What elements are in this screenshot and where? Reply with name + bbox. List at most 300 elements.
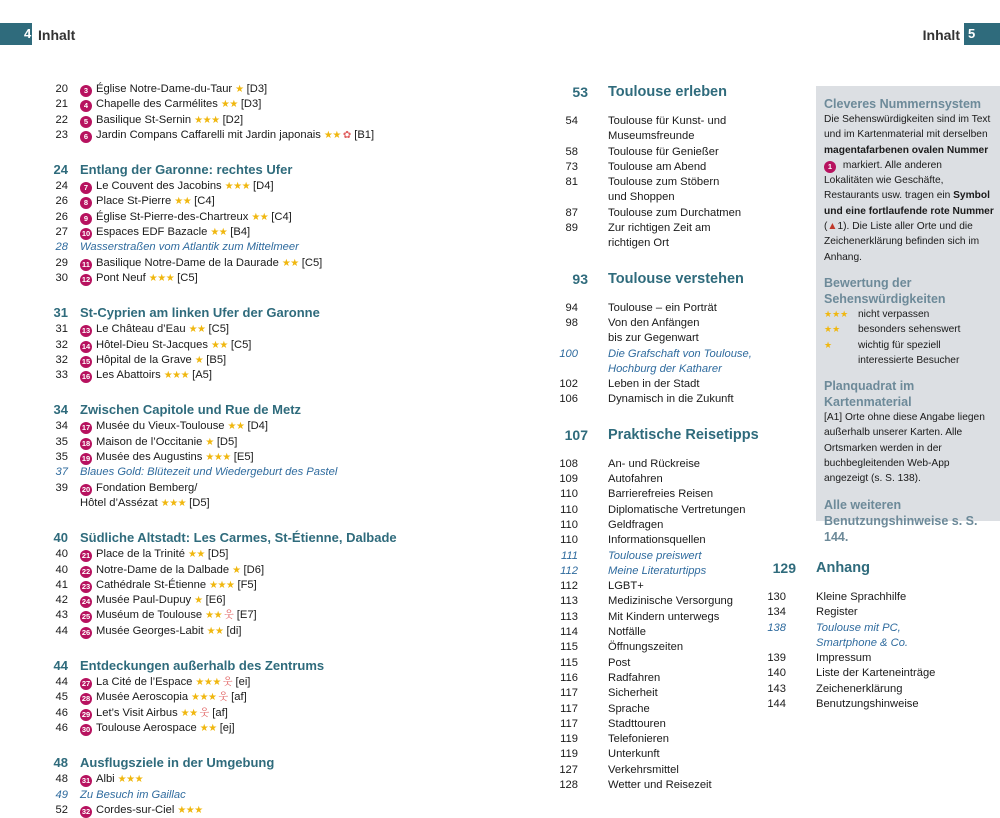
entry-text-wrap: [80, 97, 261, 112]
entry-label: Unterkunft: [608, 748, 660, 761]
rating-stars-icon: ★★★: [177, 804, 203, 816]
spacer: [46, 736, 406, 753]
entry-text-wrap: [608, 579, 644, 594]
page-number: 94: [565, 301, 578, 314]
entry-label: Verkehrsmittel: [608, 763, 679, 776]
toc-row[interactable]: [46, 322, 406, 337]
entry-label: Toulouse Aerospace: [96, 721, 197, 734]
legend-text: nicht verpassen: [858, 308, 930, 320]
toc-row[interactable]: [46, 179, 406, 194]
page-number: 119: [560, 733, 578, 746]
toc-row[interactable]: [46, 194, 406, 209]
toc-row[interactable]: [46, 593, 406, 608]
entry-text-wrap: [816, 605, 858, 620]
toc-row[interactable]: [46, 706, 406, 721]
entry-label: Toulouse am Abend: [608, 160, 707, 173]
rating-stars-icon: ★★: [281, 257, 299, 269]
page-number: 127: [559, 763, 578, 776]
entry-text-wrap: [80, 706, 228, 721]
entry-text-wrap: [608, 392, 734, 407]
toc-row[interactable]: [556, 301, 776, 316]
toc-row[interactable]: [556, 316, 776, 331]
entry-text-wrap: [608, 331, 699, 346]
info-box: [816, 86, 1000, 544]
toc-chapter-heading[interactable]: [556, 82, 776, 114]
entry-label: Medizinische Versorgung: [608, 595, 733, 608]
entry-text-wrap: [608, 656, 630, 671]
toc-row[interactable]: [556, 472, 776, 487]
page-number: 134: [767, 606, 786, 619]
sight-number-badge: 29: [81, 709, 91, 719]
entry-label: Kleine Sprachhilfe: [816, 591, 907, 603]
toc-row[interactable]: [556, 533, 776, 548]
rating-stars-icon: ★: [235, 84, 244, 95]
page-number: 20: [55, 83, 68, 95]
toc-row[interactable]: [556, 702, 776, 717]
toc-section-heading[interactable]: [46, 528, 406, 547]
map-grid-ref: [ei]: [235, 676, 251, 689]
sight-number-badge: 32: [81, 806, 91, 816]
toc-row[interactable]: [46, 690, 406, 705]
toc-row[interactable]: [46, 256, 406, 271]
entry-text-wrap: [80, 419, 268, 434]
entry-text-wrap: [608, 763, 679, 778]
map-grid-ref: [C4]: [194, 195, 215, 208]
toc-row[interactable]: [556, 362, 776, 377]
toc-row[interactable]: [46, 271, 406, 286]
entry-label: Autofahren: [608, 473, 663, 486]
page-number: 52: [55, 803, 68, 816]
page-number-tab-left: 4: [0, 23, 32, 45]
page-number: 110: [560, 534, 578, 547]
entry-text-wrap: [608, 129, 694, 144]
entry-label: Basilique St-Sernin: [96, 113, 192, 126]
sight-number-badge: 24: [81, 597, 91, 607]
entry-label: Blaues Gold: Blütezeit und Wiedergeburt des Pastel: [80, 466, 338, 479]
sight-number-badge: 14: [81, 341, 91, 351]
page-number: 49: [55, 788, 68, 801]
entry-text-wrap: [80, 256, 322, 271]
sight-number-badge: 17: [81, 423, 91, 433]
entry-text-wrap: [80, 593, 226, 608]
entry-label: Église St-Pierre-des-Chartreux: [96, 210, 249, 223]
map-grid-ref: [E7]: [236, 609, 257, 622]
entry-text-wrap: [80, 547, 228, 562]
entry-text-wrap: [608, 114, 726, 129]
entry-label: Die Grafschaft von Toulouse,: [608, 347, 752, 360]
entry-label: richtigen Ort: [608, 237, 669, 250]
legend-row: [824, 322, 994, 337]
entry-label: Öffnungszeiten: [608, 641, 684, 654]
toc-row[interactable]: [764, 621, 984, 636]
toc-row[interactable]: [556, 778, 776, 793]
entry-label: Musée du Vieux-Toulouse: [96, 420, 225, 433]
toc-row[interactable]: [46, 547, 406, 562]
page-number: 100: [559, 347, 578, 360]
toc-row[interactable]: [46, 240, 406, 255]
toc-section-heading[interactable]: [46, 656, 406, 675]
entry-text-wrap: [80, 624, 241, 639]
entry-text-wrap: [816, 558, 870, 579]
page-number: 115: [560, 656, 578, 669]
toc-row[interactable]: [46, 113, 406, 128]
entry-label: Smartphone & Co.: [816, 636, 909, 649]
entry-text-wrap: [608, 301, 717, 316]
entry-text-wrap: [80, 338, 251, 353]
toc-row[interactable]: [556, 236, 776, 251]
entry-text-wrap: [80, 128, 374, 143]
entry-text-wrap: [80, 721, 235, 736]
entry-label: Cathédrale St-Étienne: [96, 578, 207, 591]
toc-row[interactable]: [556, 206, 776, 221]
info-heading-rating: Bewertung der Sehenswürdigkeiten: [824, 275, 946, 306]
toc-section-heading[interactable]: [46, 160, 406, 179]
special-icon: 웃: [218, 692, 229, 704]
entry-text-wrap: [608, 518, 663, 533]
map-grid-ref: [D4]: [253, 180, 274, 193]
sight-number-badge: 26: [81, 627, 91, 637]
page-number: 117: [560, 717, 578, 730]
toc-row[interactable]: [556, 160, 776, 175]
sight-number-badge: 7: [80, 182, 92, 194]
page-number: 108: [559, 457, 578, 470]
rating-stars-icon: ★★: [227, 421, 245, 433]
info-heading-grid: Planquadrat im Kartenmaterial: [824, 379, 915, 410]
rating-stars-icon: ★★: [210, 339, 228, 351]
entry-label: Entlang der Garonne: rechtes Ufer: [80, 162, 293, 178]
page-number: 81: [565, 176, 578, 189]
entry-text-wrap: [608, 549, 702, 564]
toc-row[interactable]: [556, 221, 776, 236]
info-heading-numbering: Cleveres Nummernsystem: [824, 97, 982, 111]
page-number: 114: [560, 626, 578, 639]
entry-text-wrap: [80, 803, 203, 818]
page-number: 107: [564, 426, 588, 443]
sight-number-badge: 31: [81, 776, 91, 786]
entry-text-wrap: [80, 225, 250, 240]
toc-column-3: [764, 558, 984, 712]
entry-text-wrap: [608, 640, 683, 655]
toc-row[interactable]: [556, 145, 776, 160]
entry-text-wrap: [80, 753, 274, 772]
toc-row[interactable]: [556, 457, 776, 472]
page-number: 112: [560, 564, 578, 577]
rating-stars-icon: ★★: [824, 324, 841, 335]
toc-row[interactable]: [556, 732, 776, 747]
map-grid-ref: [af]: [231, 691, 247, 704]
toc-row[interactable]: [46, 368, 406, 383]
rating-stars-icon: ★★: [187, 549, 205, 561]
entry-label: Toulouse erleben: [608, 84, 727, 100]
page-number: 53: [572, 84, 588, 100]
page-number: 30: [55, 271, 68, 284]
toc-row[interactable]: [556, 717, 776, 732]
page-number: 26: [55, 210, 68, 223]
toc-row[interactable]: [764, 651, 984, 666]
entry-label: Sicherheit: [608, 687, 658, 700]
page-number: 44: [53, 658, 68, 674]
rating-stars-icon: ★★★: [160, 497, 187, 509]
toc-row[interactable]: [556, 129, 776, 144]
entry-text-wrap: [80, 210, 292, 225]
page-number: 41: [55, 578, 68, 591]
entry-text-wrap: [80, 113, 243, 128]
toc-row[interactable]: [556, 175, 776, 190]
page-number: 44: [55, 624, 68, 637]
rating-stars-icon: ★★★: [205, 452, 231, 464]
entry-label: Register: [816, 606, 858, 619]
page-number: 106: [559, 393, 578, 406]
entry-text-wrap: [80, 578, 257, 593]
entry-label: Stadttouren: [608, 717, 666, 730]
entry-text-wrap: [816, 682, 902, 697]
toc-row[interactable]: [46, 578, 406, 593]
toc-row[interactable]: [556, 671, 776, 686]
page-number: 128: [559, 778, 578, 791]
spacer: [46, 511, 406, 528]
toc-row[interactable]: [556, 377, 776, 392]
page-header-left: Inhalt: [38, 27, 76, 43]
entry-label: Toulouse mit PC,: [816, 621, 901, 634]
toc-column-2: [556, 82, 776, 793]
entry-label: Wasserstraßen vom Atlantik zum Mittelmeer: [80, 241, 299, 254]
rating-stars-icon: ★★★: [824, 308, 849, 319]
entry-label: Chapelle des Carmélites: [96, 98, 218, 111]
toc-row[interactable]: [556, 114, 776, 129]
toc-row[interactable]: [46, 338, 406, 353]
toc-chapter-heading[interactable]: [764, 558, 984, 590]
map-grid-ref: [C4]: [271, 210, 292, 223]
entry-label: Basilique Notre-Dame de la Daurade: [96, 256, 279, 269]
toc-row[interactable]: [764, 605, 984, 620]
sight-number-badge: 11: [80, 259, 92, 271]
entry-label: Benutzungshinweise: [816, 698, 919, 711]
toc-row[interactable]: [764, 682, 984, 697]
entry-text-wrap: [80, 496, 210, 511]
page-number: 143: [767, 682, 786, 695]
toc-row[interactable]: [46, 721, 406, 736]
toc-row[interactable]: [46, 419, 406, 434]
map-grid-ref: [B1]: [354, 128, 375, 141]
toc-row[interactable]: [556, 392, 776, 407]
page-number: 117: [560, 687, 578, 700]
toc-row[interactable]: [46, 624, 406, 639]
map-grid-ref: [C5]: [177, 271, 198, 284]
page-number: 54: [565, 115, 578, 127]
toc-row[interactable]: [46, 435, 406, 450]
toc-row[interactable]: [46, 450, 406, 465]
toc-section-heading[interactable]: [46, 400, 406, 419]
page-number: 29: [55, 256, 68, 269]
entry-label: Impressum: [816, 652, 872, 665]
toc-row[interactable]: [556, 549, 776, 564]
toc-section-heading[interactable]: [46, 303, 406, 322]
rating-stars-icon: ★: [194, 595, 203, 607]
entry-text-wrap: [80, 303, 320, 322]
toc-row[interactable]: [46, 210, 406, 225]
special-icon: ✿: [342, 129, 352, 141]
sight-number-badge: 9: [80, 213, 92, 225]
toc-row[interactable]: [764, 590, 984, 605]
toc-row[interactable]: [46, 608, 406, 623]
entry-label: Toulouse verstehen: [608, 270, 744, 287]
map-grid-ref: [ej]: [219, 721, 235, 734]
toc-row[interactable]: [46, 128, 406, 143]
toc-row[interactable]: [46, 481, 406, 496]
page-number: 44: [55, 676, 68, 689]
sight-number-badge: 15: [81, 356, 91, 366]
entry-text-wrap: [608, 221, 711, 236]
toc-row[interactable]: [556, 190, 776, 205]
special-icon: 웃: [222, 677, 233, 689]
sight-number-badge: 16: [81, 372, 91, 382]
toc-row[interactable]: [556, 579, 776, 594]
toc-row[interactable]: [46, 772, 406, 787]
toc-row[interactable]: [556, 331, 776, 346]
entry-text-wrap: [608, 160, 706, 175]
entry-label: LGBT+: [608, 580, 644, 593]
toc-row[interactable]: [556, 747, 776, 762]
entry-label: Le Château d’Eau: [96, 323, 186, 336]
toc-row[interactable]: [46, 563, 406, 578]
toc-row[interactable]: [556, 487, 776, 502]
entry-text-wrap: [608, 686, 658, 701]
info-text-numbering: Die Sehenswürdigkeiten sind im Text und im Kartenmaterial mit derselben magentafarbenen ovalen Nummer 1 markiert. Alle anderen Lokalitäten wie Geschäfte, Restaurants usw. tragen ein Symbol und eine fortlaufende rote Nummer (▲1). Die Liste aller Orte und die Zeichenerklärung befinden sich im Anhang.: [824, 114, 994, 263]
page-number: 110: [560, 488, 578, 501]
entry-text-wrap: [80, 435, 237, 450]
toc-row[interactable]: [46, 97, 406, 112]
toc-row[interactable]: [46, 675, 406, 690]
entry-text-wrap: [80, 271, 198, 286]
legend-text: interessierte Besucher: [858, 354, 960, 366]
toc-row[interactable]: [556, 518, 776, 533]
info-text-grid: [A1] Orte ohne diese Angabe liegen außerhalb unserer Karten. Alle Ortsmarken werden in der buchbegleitenden Web-App angezeigt (s. S. 138).: [824, 412, 985, 485]
toc-row[interactable]: [556, 640, 776, 655]
entry-label: Toulouse preiswert: [608, 549, 702, 562]
page-number: 31: [55, 323, 68, 336]
map-grid-ref: [D2]: [222, 113, 244, 126]
toc-row[interactable]: [764, 666, 984, 681]
sight-number-badge: 12: [81, 274, 91, 284]
page-number: 40: [53, 530, 68, 546]
toc-chapter-heading[interactable]: [556, 425, 776, 457]
entry-label: Zeichenerklärung: [816, 682, 903, 695]
toc-row[interactable]: [556, 763, 776, 778]
entry-label: Toulouse zum Stöbern: [608, 176, 720, 189]
entry-text-wrap: [608, 564, 706, 579]
entry-text-wrap: [608, 610, 719, 625]
toc-row[interactable]: [556, 686, 776, 701]
entry-text-wrap: [608, 206, 741, 221]
toc-row[interactable]: [556, 503, 776, 518]
entry-label: Wetter und Reisezeit: [608, 778, 712, 791]
page-number: 144: [767, 698, 786, 711]
rating-stars-icon: ★: [194, 354, 204, 366]
rating-stars-icon: ★: [232, 564, 241, 576]
rating-stars-icon: ★★: [251, 211, 269, 223]
entry-label: Maison de l’Occitanie: [96, 435, 203, 448]
page-number: 40: [55, 548, 68, 561]
page-number: 119: [560, 748, 578, 761]
page-number: 110: [560, 503, 578, 516]
toc-row[interactable]: [46, 788, 406, 803]
entry-label: Albi: [96, 773, 115, 786]
page-number: 93: [572, 270, 588, 287]
toc-row[interactable]: [46, 225, 406, 240]
page-number: 27: [55, 226, 68, 239]
entry-text-wrap: [608, 472, 663, 487]
entry-label: Cordes-sur-Ciel: [96, 803, 175, 816]
page-number: 113: [560, 610, 578, 623]
toc-row[interactable]: [556, 610, 776, 625]
map-grid-ref: [E6]: [205, 594, 226, 607]
entry-text-wrap: [608, 717, 666, 732]
rating-stars-icon: ★: [824, 339, 833, 350]
entry-label: St-Cyprien am linken Ufer der Garonne: [80, 305, 320, 321]
toc-row[interactable]: [556, 564, 776, 579]
entry-label: Radfahren: [608, 671, 661, 684]
entry-label: Hochburg der Katharer: [608, 362, 722, 375]
toc-row[interactable]: [764, 636, 984, 651]
map-grid-ref: [D3]: [246, 83, 268, 95]
toc-row[interactable]: [556, 594, 776, 609]
page-number: 129: [772, 560, 796, 576]
entry-label: Toulouse für Genießer: [608, 145, 719, 158]
entry-label: La Cité de l’Espace: [96, 676, 193, 689]
toc-chapter-heading[interactable]: [556, 269, 776, 301]
rating-stars-icon: ★★★: [224, 181, 251, 193]
toc-row[interactable]: [46, 82, 406, 97]
toc-row[interactable]: [556, 625, 776, 640]
rating-stars-icon: ★★: [210, 227, 228, 239]
entry-text-wrap: [80, 528, 397, 547]
special-icon: 웃: [199, 707, 210, 719]
entry-text-wrap: [608, 778, 712, 793]
page-number: 89: [565, 222, 578, 235]
entry-text-wrap: [80, 368, 212, 383]
toc-row[interactable]: [764, 697, 984, 712]
legend-row: [824, 353, 994, 368]
page-number-tab-right: 5: [964, 23, 1000, 45]
legend-text: wichtig für speziell: [858, 339, 941, 351]
entry-label: Zu Besuch im Gaillac: [80, 788, 186, 801]
special-icon: 웃: [224, 610, 234, 622]
sight-number-badge: 5: [80, 116, 92, 128]
sight-number-badge: 19: [81, 454, 91, 464]
page-number: 34: [53, 402, 68, 418]
page-number: 31: [53, 305, 68, 321]
toc-row[interactable]: [556, 656, 776, 671]
entry-label: Museumsfreunde: [608, 130, 695, 143]
legend-text: besonders sehenswert: [858, 324, 961, 336]
toc-row[interactable]: [46, 353, 406, 368]
sight-number-badge: 28: [81, 694, 91, 704]
toc-row[interactable]: [556, 347, 776, 362]
entry-text-wrap: [608, 175, 719, 190]
toc-row[interactable]: [46, 496, 406, 511]
toc-section-heading[interactable]: [46, 753, 406, 772]
entry-label: Hôtel d’Assézat: [80, 496, 158, 509]
toc-row[interactable]: [46, 803, 406, 818]
entry-text-wrap: [608, 503, 745, 518]
sight-number-badge: 30: [81, 724, 91, 734]
rating-stars-icon: ★★★: [194, 114, 220, 126]
page-number: 140: [767, 667, 786, 680]
toc-row[interactable]: [46, 465, 406, 480]
page-number: 138: [767, 621, 786, 634]
page-header-right: Inhalt: [922, 27, 960, 43]
entry-text-wrap: [816, 697, 919, 712]
